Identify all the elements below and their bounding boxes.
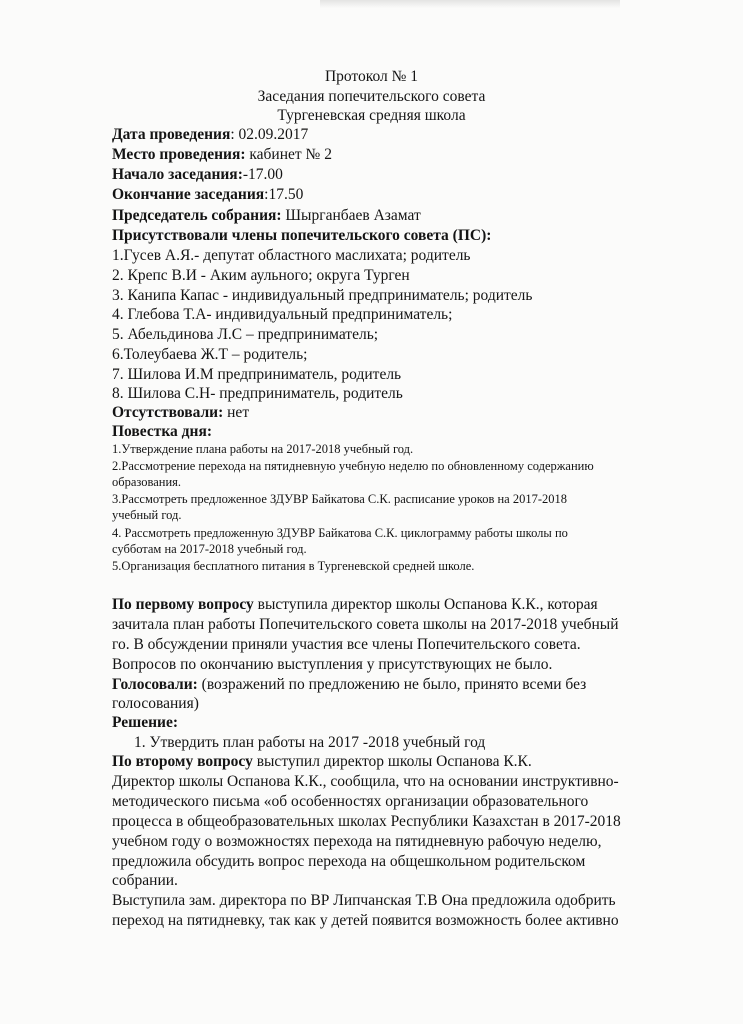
meeting-chair-value: Шырганбаев Азамат: [281, 207, 421, 224]
meeting-end-value: :17.50: [264, 186, 304, 203]
member-item: 6.Толеубаева Ж.Т – родитель;: [112, 346, 308, 363]
document-subtitle-school: Тургеневская средняя школа: [277, 107, 466, 124]
agenda-item-continuation: субботам на 2017-2018 учебный год.: [112, 542, 307, 556]
question2-text-line: Директор школы Оспанова К.К., сообщила, что на основании инструктивно-: [112, 773, 619, 790]
meeting-chair: [112, 207, 421, 225]
decision-label: Решение:: [112, 714, 179, 731]
meeting-start-label: Начало заседания:: [112, 166, 243, 183]
agenda-item: 3.Рассмотреть предложенное ЗДУВР Байкатова С.К. расписание уроков на 2017-2018: [112, 492, 567, 506]
absent-label: Отсутствовали:: [112, 404, 224, 421]
member-item: 1.Гусев А.Я.- депутат областного маслихата; родитель: [112, 247, 471, 264]
agenda-heading: Повестка дня:: [112, 423, 212, 440]
meeting-place: [112, 146, 332, 164]
question1-text: выступила директор школы Оспанова К.К., которая: [253, 596, 598, 613]
agenda-item: 5.Организация бесплатного питания в Тургеневской средней школе.: [112, 559, 475, 573]
question2-label: По второму вопросу: [112, 753, 253, 770]
decision-item: 1. Утвердить план работы на 2017 -2018 учебный год: [134, 734, 486, 751]
meeting-chair-label: Председатель собрания:: [112, 207, 282, 224]
agenda-item: 1.Утверждение плана работы на 2017-2018 учебный год.: [112, 442, 414, 456]
absent-line: [112, 404, 249, 422]
question2-text-line: методического письма «об особенностях организации образовательного: [112, 793, 589, 810]
meeting-date: [112, 126, 308, 144]
member-item: 3. Канипа Капас - индивидуальный предприниматель; родитель: [112, 287, 533, 304]
meeting-end: [112, 186, 303, 204]
question1-label: По первому вопросу: [112, 596, 254, 613]
vote-text-line: голосования): [112, 695, 199, 712]
absent-value: нет: [223, 404, 250, 421]
document-title: Протокол № 1: [324, 68, 419, 85]
meeting-date-value: : 02.09.2017: [230, 126, 309, 143]
question2-text-line: учебном году о возможностях перехода на пятидневную рабочую неделю,: [112, 833, 602, 850]
member-item: 8. Шилова С.Н- предприниматель, родитель: [112, 385, 403, 402]
question1-text-line: Вопросов по окончанию выступления у присутствующих не было.: [112, 656, 553, 673]
agenda-item: 4. Рассмотреть предложенную ЗДУВР Байкатова С.К. циклограмму работы школы по: [112, 526, 568, 540]
meeting-start-value: -17.00: [242, 166, 283, 183]
meeting-end-label: Окончание заседания: [112, 186, 265, 203]
present-heading: Присутствовали члены попечительского совета (ПС):: [112, 227, 492, 244]
meeting-date-label: Дата проведения: [112, 126, 231, 143]
question2-text-line: Выступила зам. директора по ВР Липчанская Т.В Она предложила одобрить: [112, 892, 616, 909]
meeting-place-label: Место проведения:: [112, 146, 246, 163]
question2-text-line: переход на пятидневку, так как у детей появится возможность более активно: [112, 912, 619, 929]
vote-line: [112, 676, 586, 694]
question1-text-line: го. В обсуждении приняли участия все члены Попечительского совета.: [112, 636, 581, 653]
meeting-start: [112, 166, 283, 184]
member-item: 4. Глебова Т.А- индивидуальный предприниматель;: [112, 306, 453, 323]
question2-text: выступил директор школы Оспанова К.К.: [252, 753, 532, 770]
question1-line: [112, 596, 598, 614]
member-item: 2. Крепс В.И - Аким аульного; округа Турген: [112, 267, 410, 284]
question2-text-line: процесса в общеобразовательных школах Республики Казахстан в 2017-2018: [112, 813, 621, 830]
member-item: 5. Абельдинова Л.С – предприниматель;: [112, 326, 379, 343]
agenda-item-continuation: образования.: [112, 475, 182, 489]
question2-text-line: предложила обсудить вопрос перехода на общешкольном родительском: [112, 853, 586, 870]
member-item: 7. Шилова И.М предприниматель, родитель: [112, 366, 402, 383]
vote-label: Голосовали:: [112, 676, 198, 693]
agenda-item: 2.Рассмотрение перехода на пятидневную учебную неделю по обновленному содержанию: [112, 459, 594, 473]
agenda-item-continuation: учебный год.: [112, 508, 182, 522]
meeting-place-value: кабинет № 2: [245, 146, 332, 163]
question1-text-line: зачитала план работы Попечительского совета школы на 2017-2018 учебный: [112, 616, 619, 633]
question2-line: [112, 753, 532, 771]
question2-text-line: собрании.: [112, 872, 178, 889]
vote-text: (возражений по предложению не было, принято всеми без: [197, 676, 587, 693]
document-subtitle-council: Заседания попечительского совета: [257, 88, 486, 105]
